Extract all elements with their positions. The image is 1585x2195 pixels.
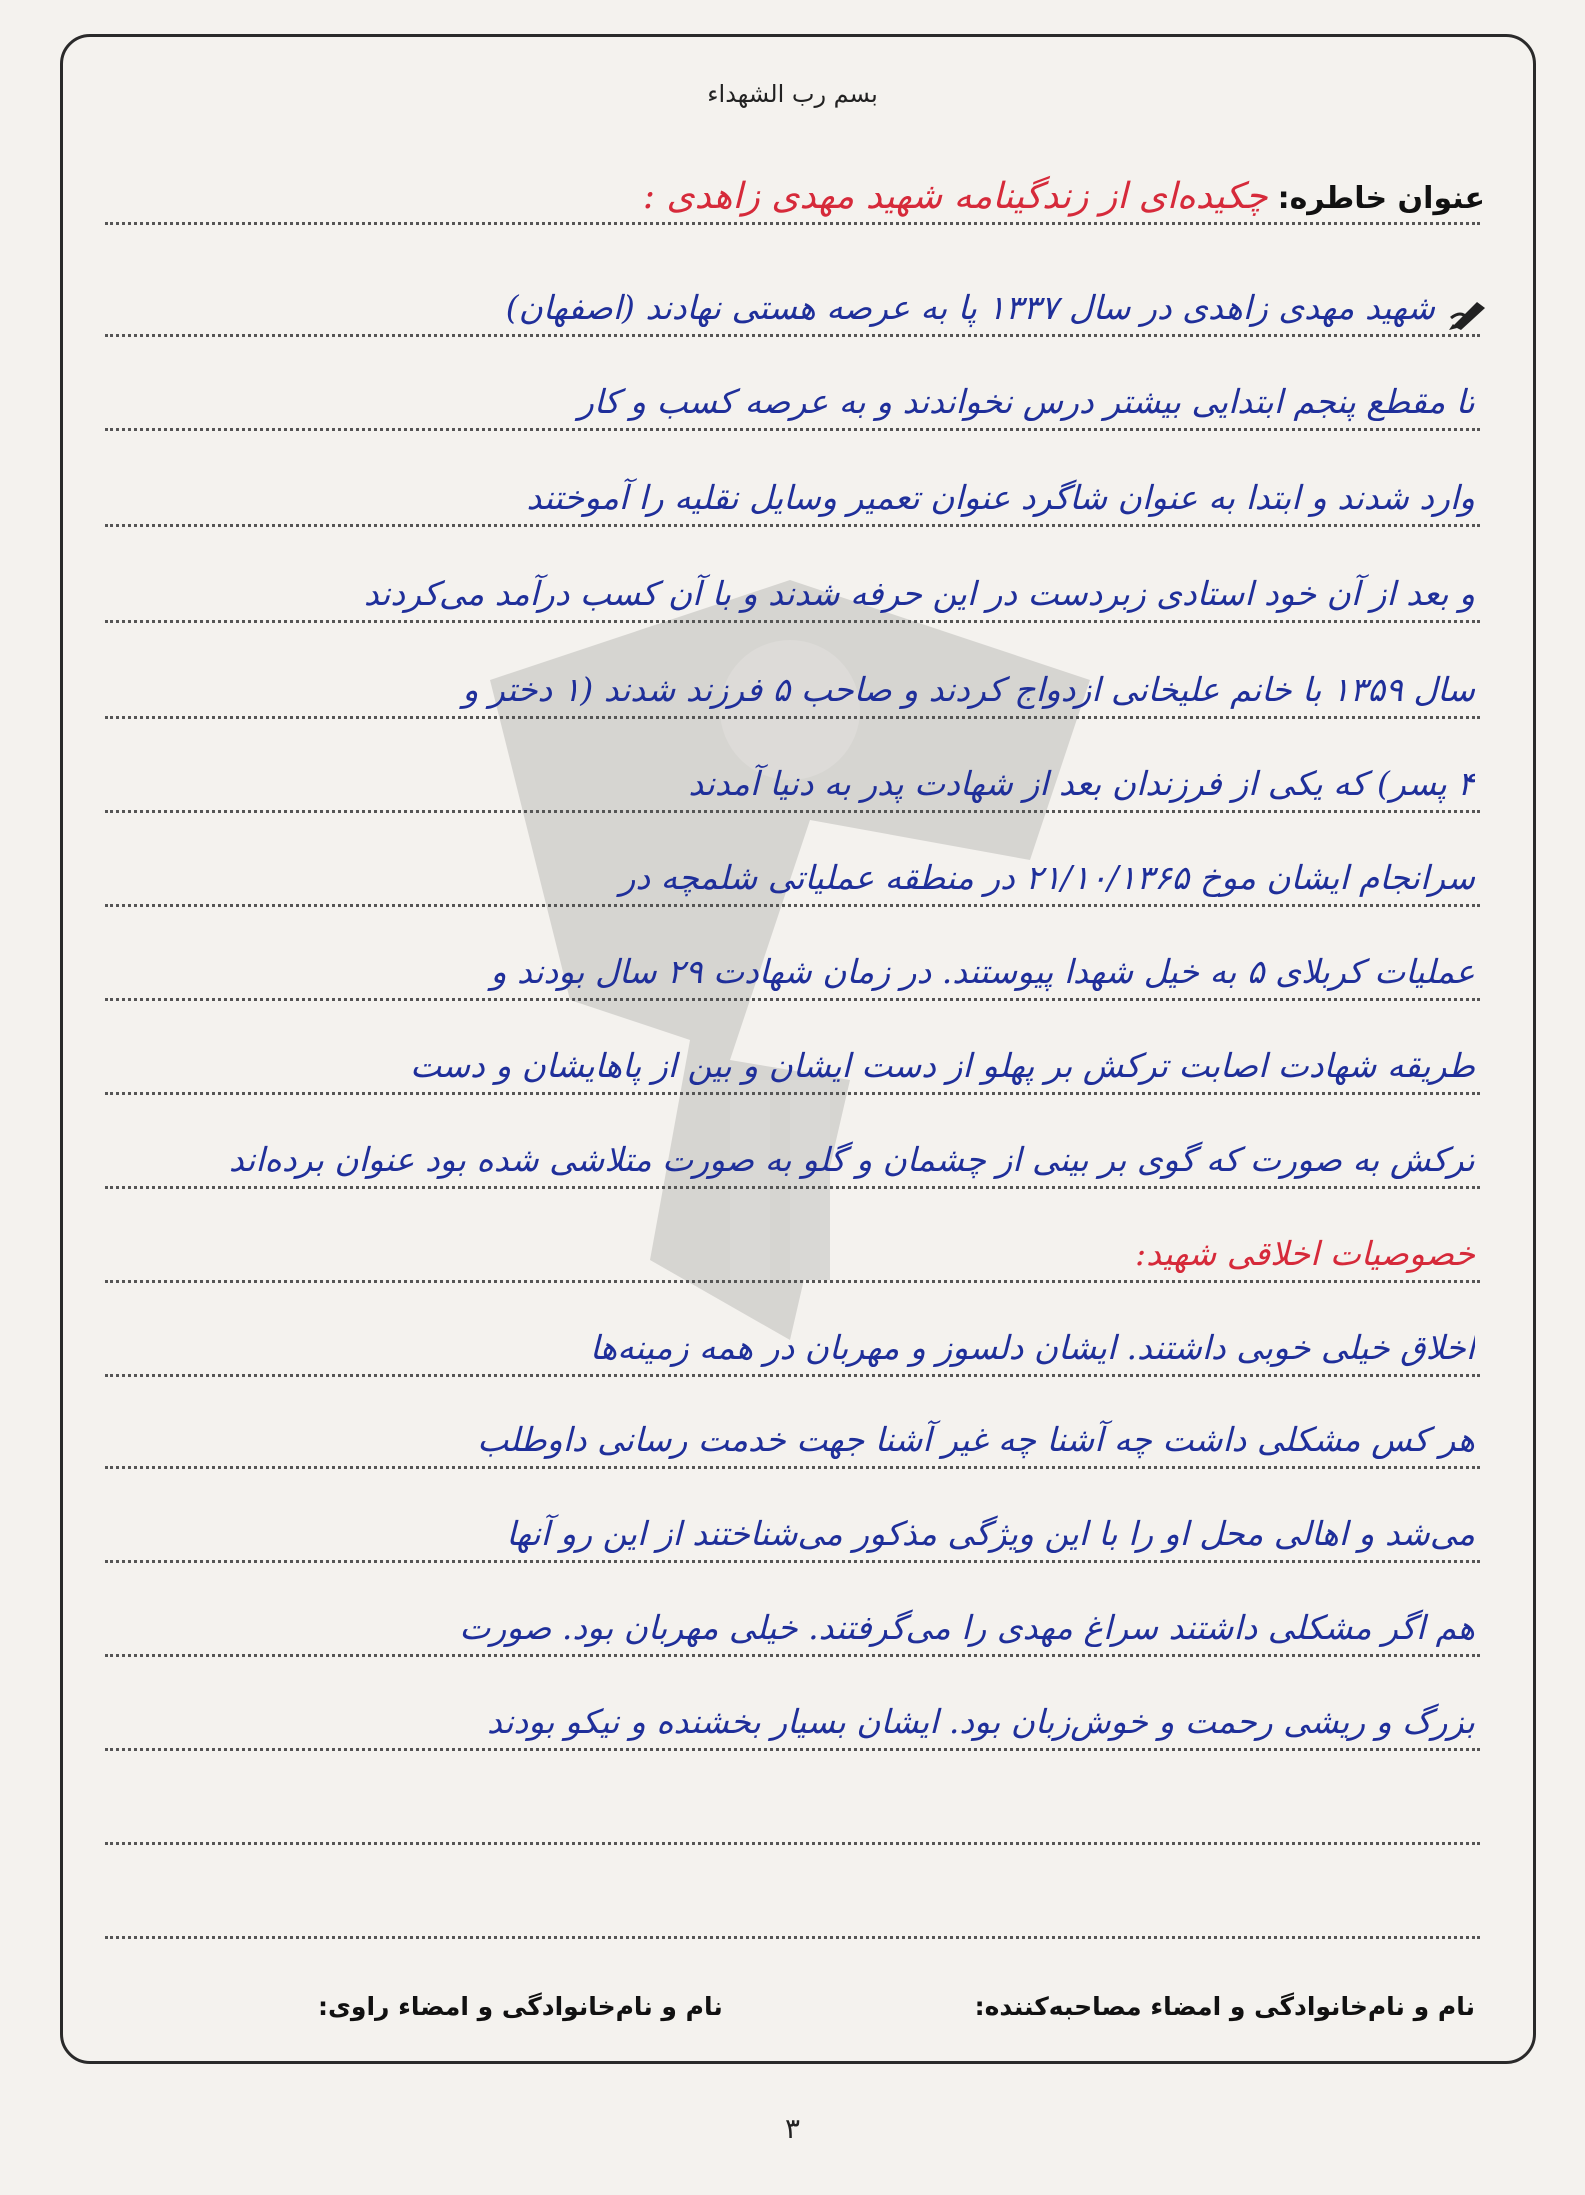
dotted-rule [105, 334, 1480, 337]
traits-line-5: بزرگ و ریشی رحمت و خوش‌زبان بود. ایشان بسیار بخشنده و نیکو بودند [487, 1702, 1475, 1741]
body-line-5: سال ۱۳۵۹ با خانم علیخانی ازدواج کردند و صاحب ۵ فرزند شدند (۱ دختر و [462, 670, 1475, 709]
dotted-rule [105, 428, 1480, 431]
dotted-rule [105, 998, 1480, 1001]
dotted-rule [105, 1842, 1480, 1845]
dotted-rule [105, 1466, 1480, 1469]
subheading-character-traits: خصوصیات اخلاقی شهید: [1135, 1234, 1475, 1273]
dotted-rule [105, 1654, 1480, 1657]
basmala-header: بسم رب الشهداء [707, 80, 878, 108]
traits-line-1: اخلاق خیلی خوبی داشتند. ایشان دلسوز و مهربان در همه زمینه‌ها [589, 1328, 1475, 1367]
dotted-rule [105, 716, 1480, 719]
dotted-rule [105, 1748, 1480, 1751]
title-label: عنوان خاطره: [1277, 181, 1485, 216]
dotted-rule [105, 1374, 1480, 1377]
body-line-3: وارد شدند و ابتدا به عنوان شاگرد عنوان تعمیر وسایل نقلیه را آموختند [526, 478, 1475, 517]
dotted-rule [105, 1092, 1480, 1095]
interviewer-signature-label: نام و نام‌خانوادگی و امضاء مصاحبه‌کننده: [974, 1992, 1475, 2021]
narrator-signature-label: نام و نام‌خانوادگی و امضاء راوی: [318, 1992, 723, 2021]
pen-write-icon [1447, 296, 1491, 332]
dotted-rule [105, 1186, 1480, 1189]
dotted-rule [105, 904, 1480, 907]
page-number: ۳ [784, 2112, 801, 2145]
body-line-4: و بعد از آن خود استادی زبردست در این حرفه شدند و با آن کسب درآمد می‌کردند [363, 574, 1475, 613]
dotted-rule [105, 1936, 1480, 1939]
dotted-rule [105, 524, 1480, 527]
body-line-10: ترکش به صورت که گوی بر بینی از چشمان و گلو به صورت متلاشی شده بود عنوان برده‌اند [228, 1140, 1475, 1179]
memoir-title-row [115, 176, 1485, 217]
body-line-9: طریقه شهادت اصابت ترکش بر پهلو از دست ایشان و بین از پاهایشان و دست [410, 1046, 1475, 1085]
body-line-1: شهید مهدی زاهدی در سال ۱۳۳۷ پا به عرصه هستی نهادند (اصفهان) [505, 288, 1435, 327]
dotted-rule [105, 1280, 1480, 1283]
traits-line-2: هر کس مشکلی داشت چه آشنا چه غیر آشنا جهت خدمت رسانی داوطلب [477, 1420, 1475, 1459]
body-line-6: ۴ پسر) که یکی از فرزندان بعد از شهادت پدر به دنیا آمدند [688, 764, 1475, 803]
title-value: چکیده‌ای از زندگینامه شهید مهدی زاهدی : [642, 176, 1268, 217]
body-line-2: تا مقطع پنجم ابتدایی بیشتر درس نخواندند و به عرصه کسب و کار [577, 382, 1475, 421]
dotted-rule [105, 620, 1480, 623]
dotted-rule [105, 222, 1480, 225]
body-line-8: عملیات کربلای ۵ به خیل شهدا پیوستند. در زمان شهادت ۲۹ سال بودند و [490, 952, 1475, 991]
body-line-7: سرانجام ایشان موخ ۲۱/۱۰/۱۳۶۵ در منطقه عملیاتی شلمچه در [619, 858, 1475, 897]
dotted-rule [105, 1560, 1480, 1563]
traits-line-3: می‌شد و اهالی محل او را با این ویژگی مذکور می‌شناختند از این رو آنها [506, 1514, 1475, 1553]
dotted-rule [105, 810, 1480, 813]
traits-line-4: هم اگر مشکلی داشتند سراغ مهدی را می‌گرفتند. خیلی مهربان بود. صورت [459, 1608, 1475, 1647]
